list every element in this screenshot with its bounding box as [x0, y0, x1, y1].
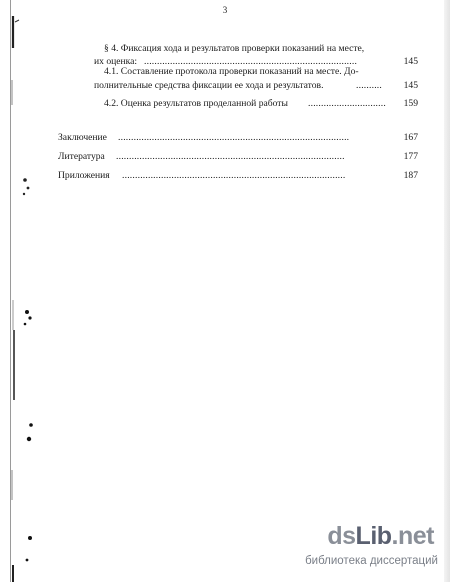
toc-entry-text: Литература: [58, 151, 105, 162]
toc-line: [94, 66, 418, 79]
toc-line: [94, 98, 418, 111]
watermark-logo-part: .net: [391, 522, 434, 550]
toc-leader-dots: ..............................: [308, 98, 386, 109]
toc-page-number: 167: [403, 132, 418, 143]
toc-line: [58, 170, 418, 183]
watermark: [0, 520, 450, 582]
toc-leader-dots: .........................................................................................: [118, 132, 350, 143]
scan-right-edge: [444, 0, 450, 582]
toc-leader-dots: ........................................................................................: [116, 151, 345, 162]
toc-entry-text: 4.2. Оценка результатов проделанной работы: [104, 98, 288, 109]
toc-entry-text: § 4. Фиксация хода и результатов проверки показаний на месте,: [104, 43, 365, 54]
scan-margin-marks: [0, 0, 40, 582]
watermark-tagline: библиотека диссертаций: [305, 555, 438, 567]
toc-line: [94, 43, 418, 56]
toc-entry-text: Заключение: [58, 132, 107, 143]
scan-left-edge: [0, 0, 40, 582]
toc-line: [94, 80, 418, 93]
toc-page-number: 159: [403, 98, 418, 109]
toc-line: [58, 151, 418, 164]
toc-page-number: 187: [403, 170, 418, 181]
page-number: 3: [222, 5, 228, 15]
toc-entry-text: их оценка:: [94, 56, 138, 67]
toc-leader-dots: ......................................................................................: [122, 170, 346, 181]
toc-page-number: 145: [403, 80, 418, 91]
toc-leader-dots: ..................................................................................: [144, 56, 358, 67]
toc-page-number: 177: [403, 151, 418, 162]
watermark-logo-part: Lib: [355, 522, 392, 550]
toc-page-number: 145: [403, 56, 418, 67]
toc-leader-dots: ..........: [356, 80, 382, 91]
watermark-logo[interactable]: [327, 522, 434, 551]
toc-entry-text: полнительные средства фиксации ее хода и результатов.: [94, 80, 324, 91]
toc-entry-text: Приложения: [58, 170, 110, 181]
toc-line: [58, 132, 418, 145]
toc-entry-text: 4.1. Составление протокола проверки показаний на месте. До-: [104, 66, 359, 77]
watermark-logo-part: ds: [327, 522, 356, 550]
